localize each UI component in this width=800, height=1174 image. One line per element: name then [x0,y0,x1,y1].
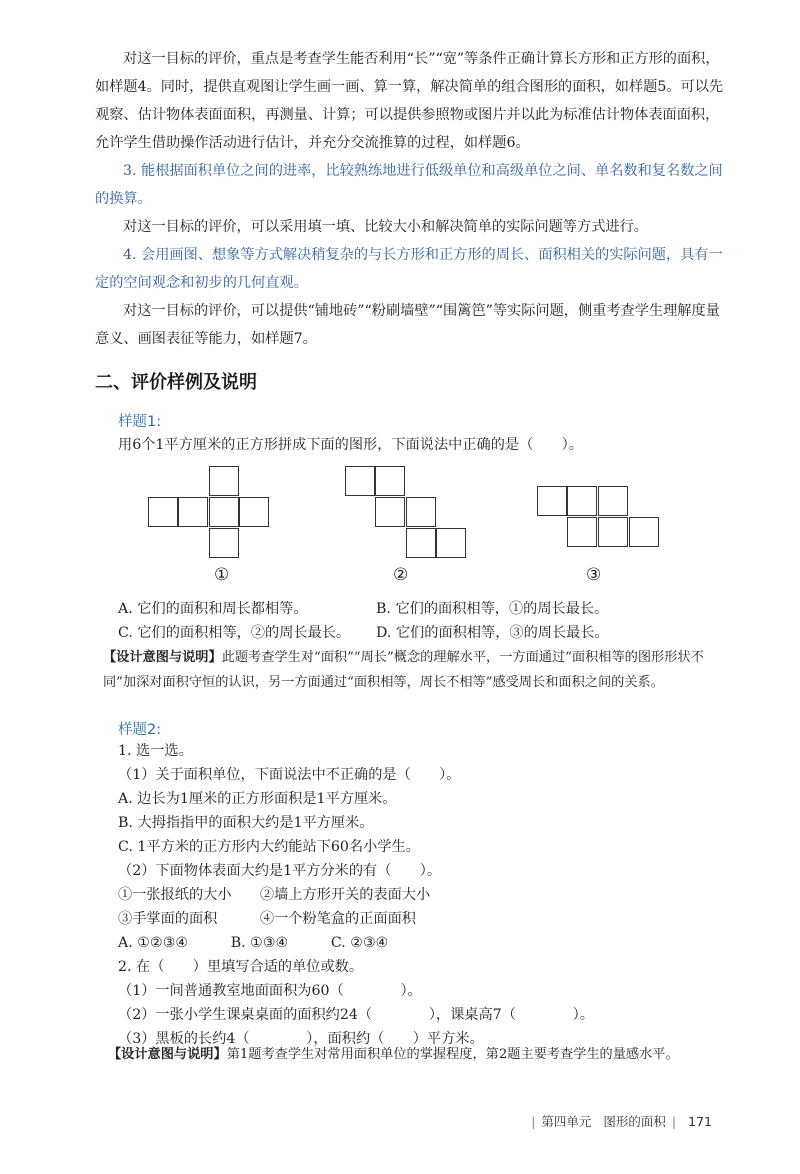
sample-1-question: 用6个1平方厘米的正方形拼成下面的图形，下面说法中正确的是（ ）。 [118,437,583,453]
square [375,466,405,496]
note-text: 此题考查学生对“面积”“周长”概念的理解水平，一方面通过“面积相等的图形形状不同”加深对面积守恒的认识，另一方面通过“面积相等，周长不相等”感受周长和面积之间的关系。 [103,650,704,690]
footer-chapter: 图形的面积 [603,1114,666,1129]
s2-line: 1. 选一选。 [118,743,193,759]
square [629,517,659,547]
s2-line: C. 1平方米的正方形内大约能站下60名小学生。 [118,839,420,855]
square [537,486,567,516]
s2-line: （1）一间普通教室地面面积为60（ ）。 [118,983,422,999]
square [567,517,597,547]
square [178,497,208,527]
paragraph-goal3-eval: 对这一目标的评价，可以采用填一填、比较大小和解决简单的实际问题等方式进行。 [123,219,648,235]
page-footer [525,1112,712,1130]
s2-line: （1）关于面积单位，下面说法中不正确的是（ ）。 [118,767,461,783]
sample-2-title: 样题2: [118,722,162,738]
option-c: C. 它们的面积相等，②的周长最长。 [118,625,351,641]
square [345,466,375,496]
square [406,497,436,527]
goal-3: 3. 能根据面积单位之间的进率，比较熟练地进行低级单位和高级单位之间、单名数和复名数之间的换算。 [95,163,723,207]
paragraph-goal4-eval: 对这一目标的评价，可以提供“铺地砖”“粉刷墙壁”“围篱笆”等实际问题，侧重考查学生理解度量意义、画图表征等能力，如样题7。 [95,303,720,347]
s2-line: （3）黑板的长约4（ ），面积约（ ）平方米。 [118,1031,484,1047]
goal-4: 4. 会用画图、想象等方式解决稍复杂的与长方形和正方形的周长、面积相关的实际问题，具有一定的空间观念和初步的几何直观。 [95,247,723,291]
s2-line: （2）一张小学生课桌桌面的面积约24（ ），课桌高7（ ）。 [118,1007,594,1023]
s2-line: A. 边长为1厘米的正方形面积是1平方厘米。 [118,791,397,807]
note-label: 【设计意图与说明】 [108,1047,227,1062]
note-label: 【设计意图与说明】 [103,650,222,665]
page-number: 171 [688,1114,712,1129]
section-title: 二、评价样例及说明 [95,372,257,393]
option-b: B. 它们的面积相等，①的周长最长。 [376,601,609,617]
divider: | [671,1114,677,1129]
square [406,528,436,558]
square [209,497,239,527]
square [209,528,239,558]
s2-line: ③手掌面的面积 ④一个粉笔盒的正面面积 [118,911,416,927]
square [209,466,239,496]
square [567,486,597,516]
option-a: A. 它们的面积和周长都相等。 [118,601,308,617]
square [598,486,628,516]
figure-2-staircase [345,466,467,562]
option-d: D. 它们的面积相等，③的周长最长。 [376,625,609,641]
s2-line: （2）下面物体表面大约是1平方分米的有（ ）。 [118,863,442,879]
square [436,528,466,558]
figure-3-label: ③ [586,565,602,585]
sample-1-title: 样题1: [118,414,162,430]
sample-1-design-note [103,645,725,695]
s2-line: 2. 在（ ）里填写合适的单位或数。 [118,959,364,975]
s2-line: A. ①②③④ B. ①③④ C. ②③④ [118,935,389,951]
footer-unit: 第四单元 [541,1114,592,1129]
square [375,497,405,527]
s2-line: ①一张报纸的大小 ②墙上方形开关的表面大小 [118,887,431,903]
figure-1-label: ① [214,565,230,585]
figure-1-cross [148,466,270,562]
note-text: 第1题考查学生对常用面积单位的掌握程度，第2题主要考查学生的量感水平。 [226,1047,679,1062]
square [148,497,178,527]
figure-3-rectangle-offset [537,486,662,550]
figure-2-label: ② [393,565,409,585]
divider: | [531,1114,536,1129]
sample-2-design-note [108,1042,725,1067]
s2-line: B. 大拇指指甲的面积大约是1平方厘米。 [118,815,374,831]
square [239,497,269,527]
paragraph-goal2-eval: 对这一目标的评价，重点是考查学生能否利用“长”“宽”等条件正确计算长方形和正方形的面积，如样题4。同时，提供直观图让学生画一画、算一算，解决简单的组合图形的面积，如样题5。可以先观察、估计物体表面面积，再测量、计算；可以提供参照物或图片并以此为标准估计物体表面面积，允许学生借助操作活动进行估计，并充分交流推算的过程，如样题6。 [95,51,724,151]
square [598,517,628,547]
